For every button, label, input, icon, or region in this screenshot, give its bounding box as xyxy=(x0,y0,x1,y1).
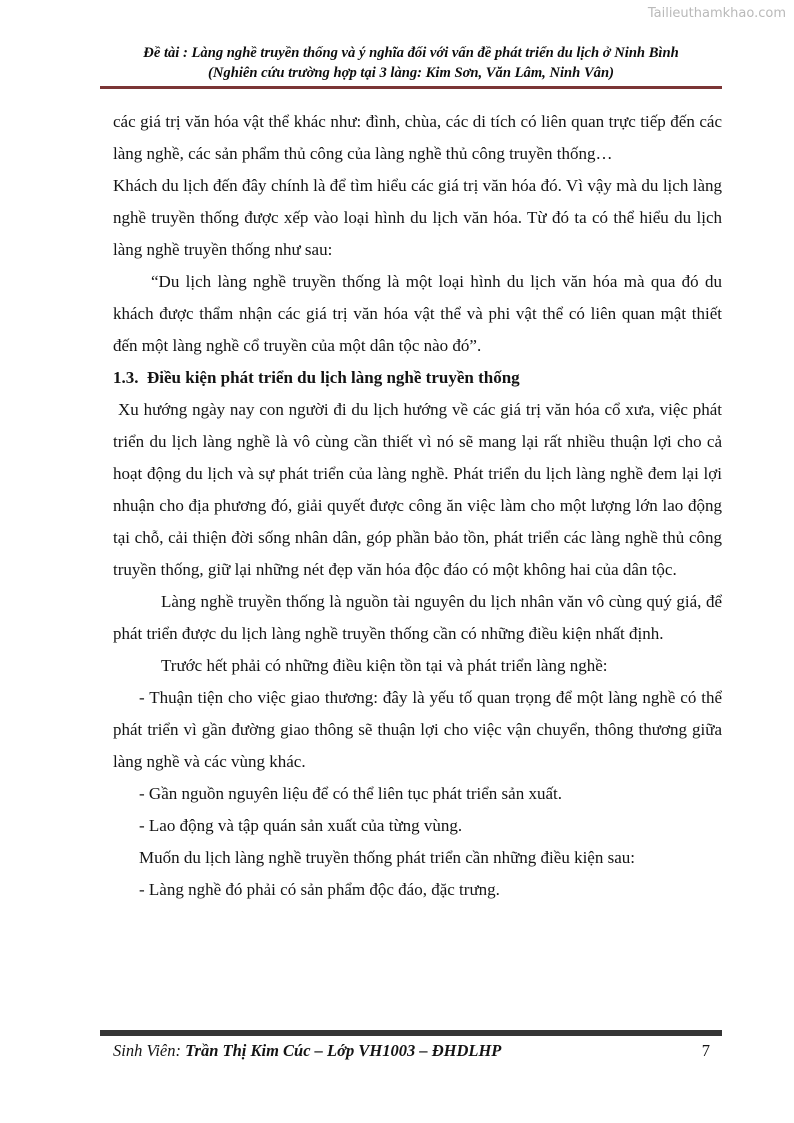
header-title-line2: (Nghiên cứu trường hợp tại 3 làng: Kim Sơn, Văn Lâm, Ninh Vân) xyxy=(208,64,614,81)
footer-divider xyxy=(100,1030,722,1036)
page-header xyxy=(100,44,722,83)
watermark: Tailieuthamkhao.com xyxy=(647,6,786,21)
paragraph-6: Làng nghề truyền thống là nguồn tài nguyên du lịch nhân văn vô cùng quý giá, để phát triển được du lịch làng nghề truyền thống cần có những điều kiện nhất định. xyxy=(113,592,722,643)
footer-author-line xyxy=(113,1041,501,1061)
paragraph-5: Xu hướng ngày nay con người đi du lịch hướng về các giá trị văn hóa cổ xưa, việc phát triển du lịch làng nghề là vô cùng cần thiết vì nó sẽ mang lại rất nhiều thuận lợi cho cả hoạt động du lịch và sự phát triển của làng nghề. Phát triển du lịch làng nghề đem lại lợi nhuận cho địa phương đó, giải quyết được công ăn việc làm cho một lượng lớn lao động tại chỗ, cải thiện đời sống nhân dân, góp phần bảo tồn, phát triển các làng nghề thủ công truyền thống, giữ lại những nét đẹp văn hóa độc đáo có một không hai của dân tộc. xyxy=(113,400,722,579)
section-heading: 1.3. Điều kiện phát triển du lịch làng nghề truyền thống xyxy=(113,368,520,387)
list-item-3: - Lao động và tập quán sản xuất của từng vùng. xyxy=(139,816,463,835)
footer-author-label: Sinh Viên: xyxy=(113,1041,186,1060)
page-number: 7 xyxy=(701,1041,710,1060)
list-item-2: - Gần nguồn nguyên liệu để có thể liên tục phát triển sản xuất. xyxy=(139,784,562,803)
list-item-1: - Thuận tiện cho việc giao thương: đây là yếu tố quan trọng để một làng nghề có thể phát triển vì gần đường giao thông sẽ thuận lợi cho việc vận chuyển, thông thương giữa làng nghề và các vùng khác. xyxy=(113,688,722,771)
quote-paragraph: “Du lịch làng nghề truyền thống là một loại hình du lịch văn hóa mà qua đó du khách được thẩm nhận các giá trị văn hóa vật thể và phi vật thể có liên quan mật thiết đến một làng nghề cổ truyền của một dân tộc nào đó”. xyxy=(113,272,722,355)
paragraph-11: Muốn du lịch làng nghề truyền thống phát triển cần những điều kiện sau: xyxy=(139,848,635,867)
paragraph-7: Trước hết phải có những điều kiện tồn tại và phát triển làng nghề: xyxy=(161,656,608,675)
header-title-line1: Đề tài : Làng nghề truyền thống và ý nghĩa đối với vấn đề phát triển du lịch ở Ninh Bình xyxy=(143,45,679,61)
document-body xyxy=(113,106,722,906)
footer-author-name: Trần Thị Kim Cúc – Lớp VH1003 – ĐHDLHP xyxy=(185,1041,502,1060)
page-footer xyxy=(113,1041,722,1061)
paragraph-1: các giá trị văn hóa vật thể khác như: đình, chùa, các di tích có liên quan trực tiếp đến các làng nghề, các sản phẩm thủ công của làng nghề thủ công truyền thống… xyxy=(113,112,722,163)
header-divider xyxy=(100,86,722,89)
list-item-4: - Làng nghề đó phải có sản phẩm độc đáo, đặc trưng. xyxy=(139,880,500,899)
paragraph-2: Khách du lịch đến đây chính là để tìm hiểu các giá trị văn hóa đó. Vì vậy mà du lịch làng nghề truyền thống được xếp vào loại hình du lịch văn hóa. Từ đó ta có thể hiểu du lịch làng nghề truyền thống như sau: xyxy=(113,176,722,259)
